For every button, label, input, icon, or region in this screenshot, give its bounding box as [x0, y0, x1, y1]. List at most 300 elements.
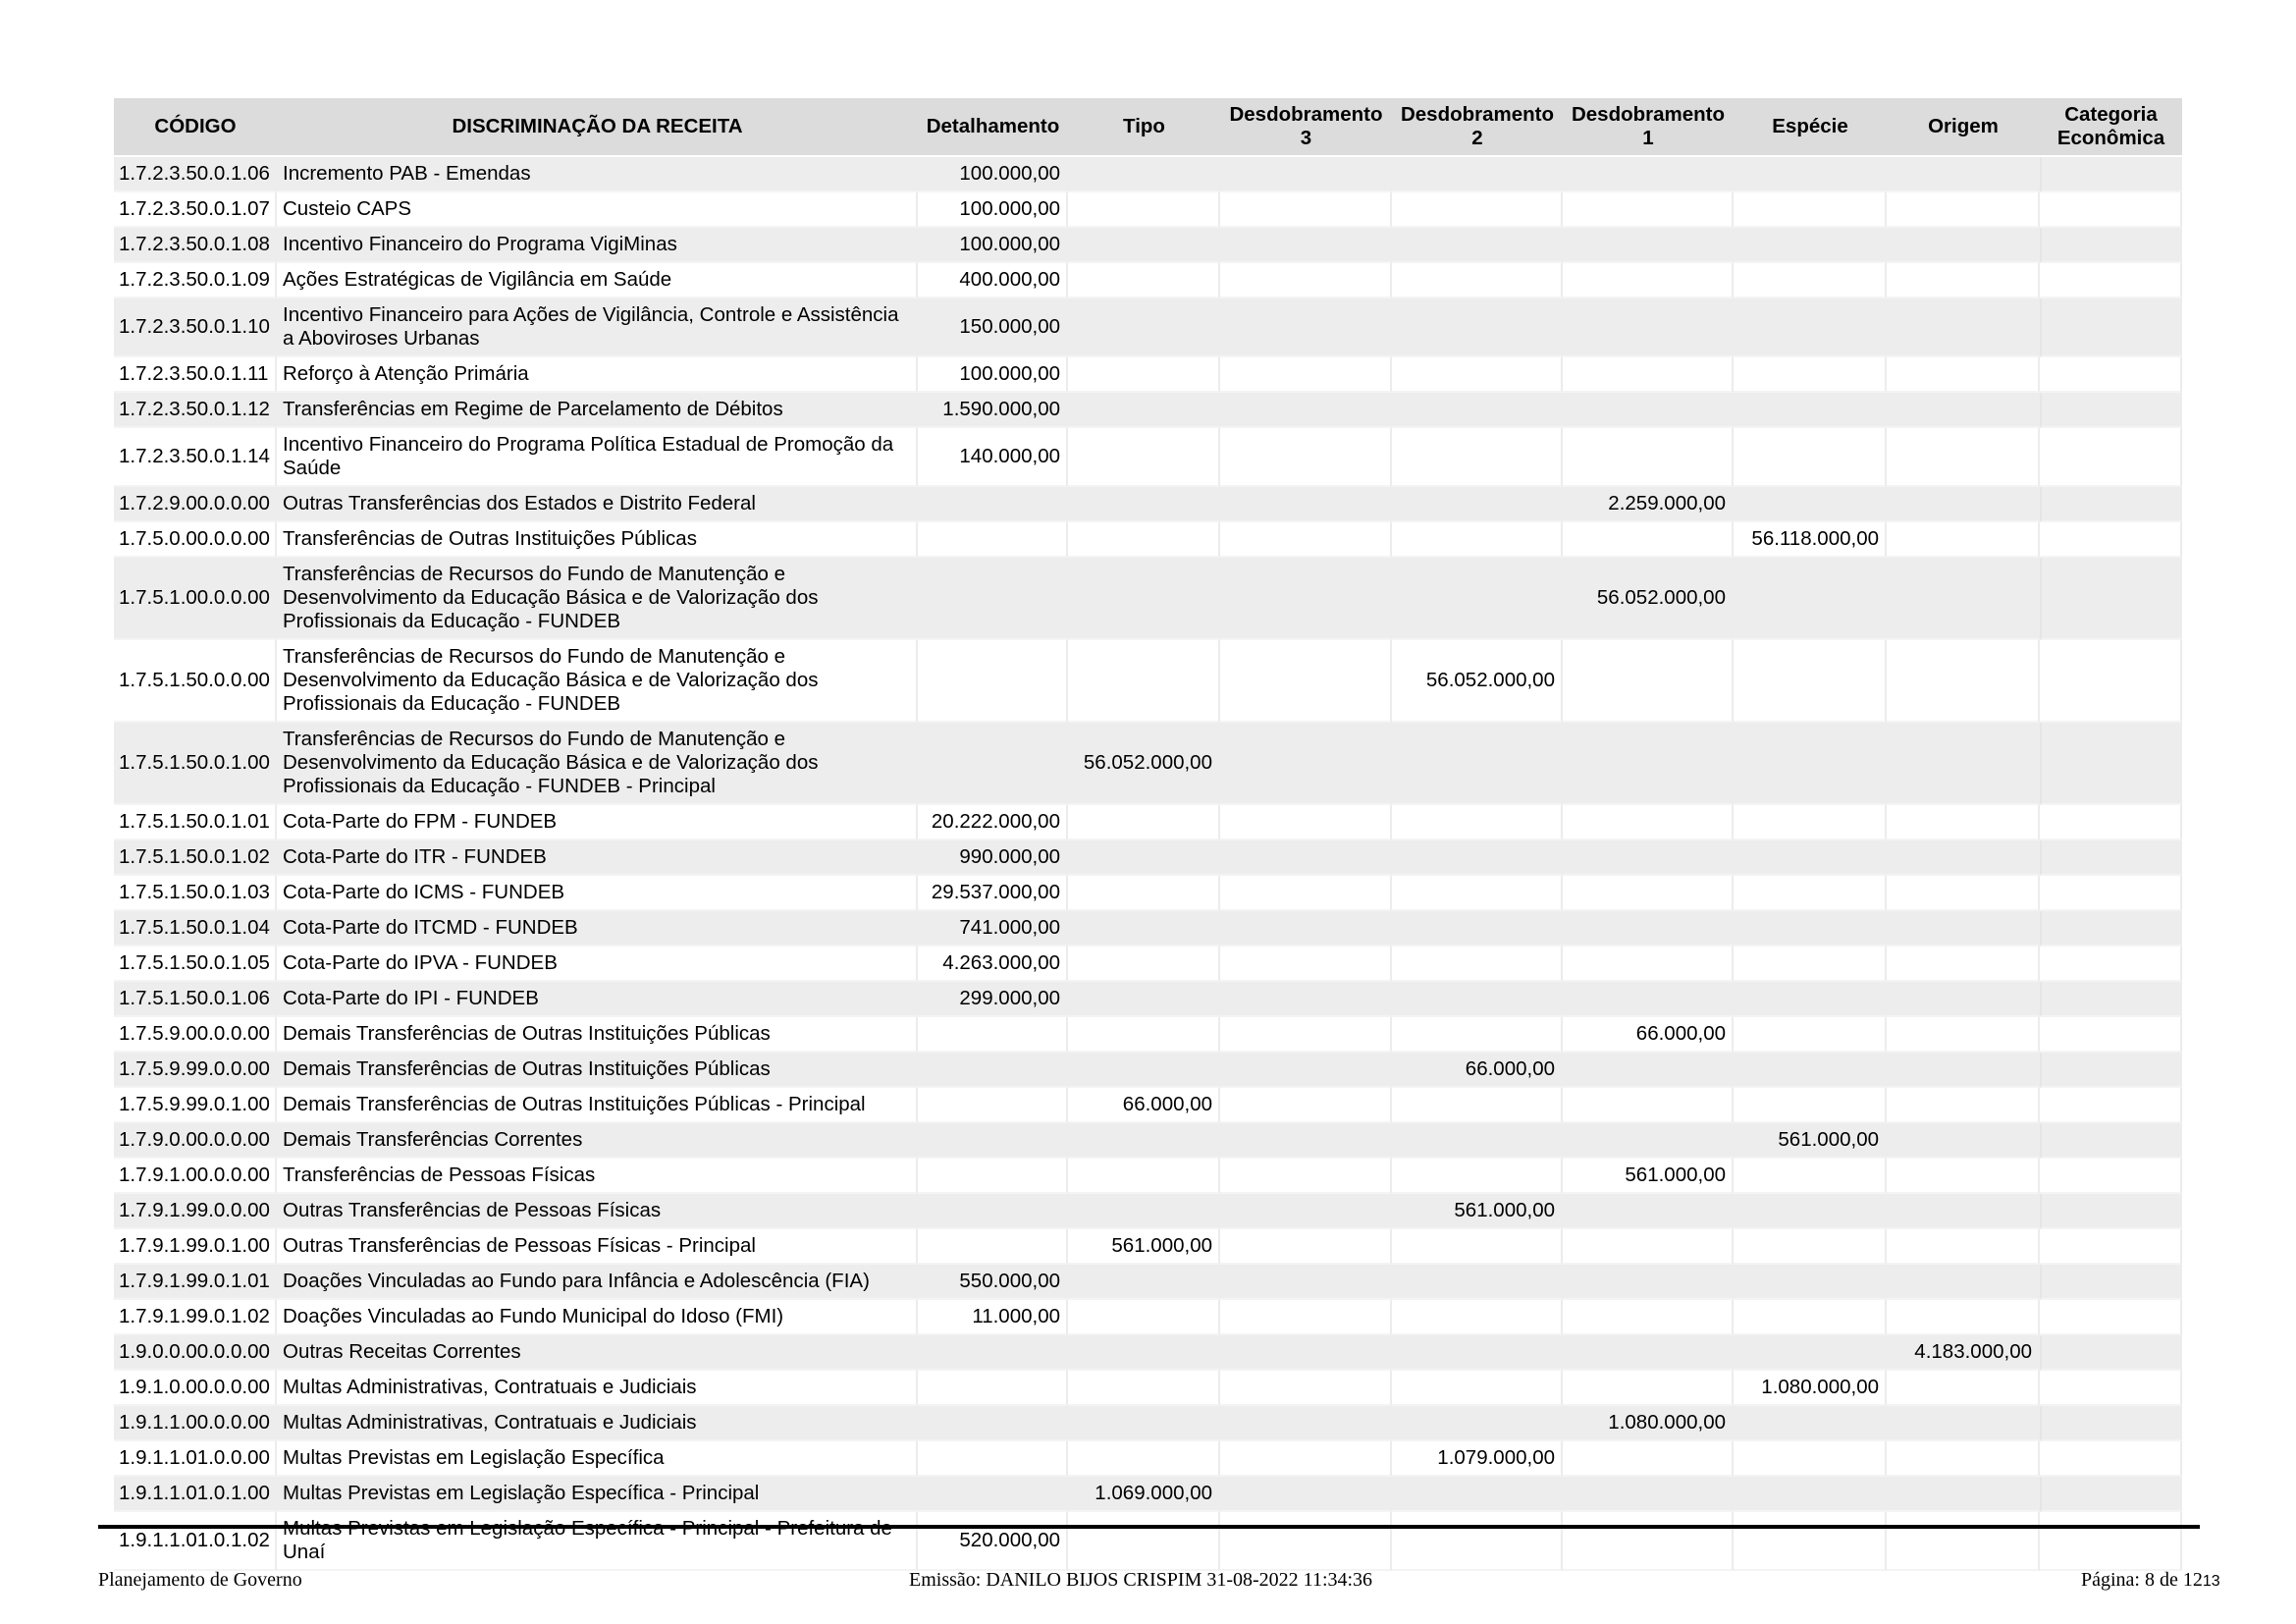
cell-origem: [1887, 876, 2040, 911]
cell-especie: [1734, 487, 1887, 522]
cell-discriminacao: Cota-Parte do ICMS - FUNDEB: [277, 876, 918, 911]
cell-especie: [1734, 1194, 1887, 1229]
cell-desdobramento-3: [1220, 1159, 1392, 1194]
cell-discriminacao: Doações Vinculadas ao Fundo para Infância e Adolescência (FIA): [277, 1265, 918, 1300]
table-row: [114, 1371, 2182, 1406]
cell-desdobramento-2: [1392, 947, 1563, 982]
table-row: [114, 558, 2182, 640]
cell-desdobramento-2: [1392, 192, 1563, 228]
cell-desdobramento-1: [1563, 157, 1734, 192]
cell-detalhamento: 741.000,00: [918, 911, 1068, 947]
cell-especie: [1734, 393, 1887, 428]
cell-tipo: [1068, 1512, 1220, 1571]
cell-codigo: 1.7.5.9.00.0.0.00: [114, 1017, 277, 1053]
cell-codigo: 1.7.2.3.50.0.1.09: [114, 263, 277, 298]
cell-codigo: 1.9.0.0.00.0.0.00: [114, 1335, 277, 1371]
cell-codigo: 1.7.2.9.00.0.0.00: [114, 487, 277, 522]
cell-detalhamento: 400.000,00: [918, 263, 1068, 298]
cell-origem: [1887, 1088, 2040, 1123]
cell-detalhamento: 520.000,00: [918, 1512, 1068, 1571]
cell-especie: [1734, 1406, 1887, 1441]
cell-especie: [1734, 1017, 1887, 1053]
cell-origem: [1887, 357, 2040, 393]
cell-origem: [1887, 522, 2040, 558]
table-row: [114, 723, 2182, 805]
cell-desdobramento-1: 56.052.000,00: [1563, 558, 1734, 640]
cell-discriminacao: Outras Transferências de Pessoas Físicas - Principal: [277, 1229, 918, 1265]
cell-codigo: 1.7.5.1.50.0.1.01: [114, 805, 277, 840]
cell-tipo: [1068, 487, 1220, 522]
cell-desdobramento-1: [1563, 723, 1734, 805]
table-row: [114, 393, 2182, 428]
cell-detalhamento: [918, 723, 1068, 805]
cell-desdobramento-1: [1563, 1300, 1734, 1335]
table-row: [114, 805, 2182, 840]
cell-desdobramento-2: [1392, 1159, 1563, 1194]
cell-tipo: [1068, 558, 1220, 640]
cell-discriminacao: Demais Transferências de Outras Instituições Públicas: [277, 1053, 918, 1088]
table-row: [114, 1335, 2182, 1371]
table-row: [114, 1406, 2182, 1441]
cell-especie: [1734, 947, 1887, 982]
footer-department: Planejamento de Governo: [98, 1569, 302, 1591]
cell-tipo: [1068, 228, 1220, 263]
header-desdobramento-1-line2: 1: [1642, 127, 1654, 149]
cell-categoria-economica: [2040, 298, 2182, 357]
header-origem-label: Origem: [1928, 115, 1999, 137]
cell-discriminacao: Outras Transferências dos Estados e Distrito Federal: [277, 487, 918, 522]
cell-desdobramento-3: [1220, 1017, 1392, 1053]
cell-discriminacao: Unaí: [277, 1512, 918, 1571]
cell-discriminacao: Outras Transferências de Pessoas Físicas: [277, 1194, 918, 1229]
table-row: [114, 1194, 2182, 1229]
cell-tipo: [1068, 840, 1220, 876]
cell-desdobramento-3: [1220, 558, 1392, 640]
cell-categoria-economica: [2040, 1194, 2182, 1229]
cell-desdobramento-2: [1392, 876, 1563, 911]
cell-desdobramento-2: [1392, 1300, 1563, 1335]
cell-categoria-economica: [2040, 911, 2182, 947]
cell-categoria-economica: [2040, 1512, 2182, 1571]
table-row: [114, 298, 2182, 357]
cell-categoria-economica: [2040, 840, 2182, 876]
cell-detalhamento: [918, 1335, 1068, 1371]
table-row: [114, 1229, 2182, 1265]
cell-codigo: 1.9.1.1.01.0.1.00: [114, 1477, 277, 1512]
header-desdobramento-2-line1: Desdobramento: [1400, 103, 1555, 126]
cell-categoria-economica: [2040, 1229, 2182, 1265]
cell-desdobramento-2: [1392, 1265, 1563, 1300]
cell-categoria-economica: [2040, 1406, 2182, 1441]
footer-emission: Emissão: DANILO BIJOS CRISPIM 31-08-2022 11:34:36: [909, 1569, 1373, 1591]
cell-discriminacao: Transferências de Pessoas Físicas: [277, 1159, 918, 1194]
cell-origem: [1887, 1229, 2040, 1265]
cell-detalhamento: 100.000,00: [918, 157, 1068, 192]
cell-desdobramento-3: [1220, 1194, 1392, 1229]
cell-categoria-economica: [2040, 723, 2182, 805]
cell-desdobramento-1: [1563, 1123, 1734, 1159]
cell-discriminacao: Transferências em Regime de Parcelamento de Débitos: [277, 393, 918, 428]
cell-categoria-economica: [2040, 192, 2182, 228]
cell-desdobramento-1: [1563, 1441, 1734, 1477]
cell-detalhamento: 100.000,00: [918, 228, 1068, 263]
cell-especie: 1.080.000,00: [1734, 1371, 1887, 1406]
table-row: [114, 1088, 2182, 1123]
cell-desdobramento-2: [1392, 228, 1563, 263]
cell-categoria-economica: [2040, 1300, 2182, 1335]
cell-detalhamento: [918, 1406, 1068, 1441]
table-row: [114, 1123, 2182, 1159]
cell-tipo: [1068, 1159, 1220, 1194]
header-categoria-line2: Econômica: [2056, 127, 2165, 149]
cell-desdobramento-3: [1220, 1335, 1392, 1371]
cell-categoria-economica: [2040, 1441, 2182, 1477]
cell-desdobramento-3: [1220, 723, 1392, 805]
cell-detalhamento: 299.000,00: [918, 982, 1068, 1017]
cell-codigo: 1.7.5.1.00.0.0.00: [114, 558, 277, 640]
header-tipo: [1068, 98, 1220, 157]
cell-especie: 56.118.000,00: [1734, 522, 1887, 558]
footer-page-number: [2081, 1569, 2220, 1592]
cell-tipo: [1068, 393, 1220, 428]
cell-discriminacao: Cota-Parte do IPVA - FUNDEB: [277, 947, 918, 982]
cell-detalhamento: 140.000,00: [918, 428, 1068, 487]
cell-especie: [1734, 640, 1887, 723]
footer-page-label: Página: 8 de 12: [2081, 1569, 2203, 1591]
cell-especie: [1734, 1159, 1887, 1194]
cell-tipo: [1068, 640, 1220, 723]
cell-codigo: 1.9.1.1.00.0.0.00: [114, 1406, 277, 1441]
cell-detalhamento: 1.590.000,00: [918, 393, 1068, 428]
cell-detalhamento: [918, 1053, 1068, 1088]
cell-origem: [1887, 263, 2040, 298]
cell-detalhamento: 29.537.000,00: [918, 876, 1068, 911]
table-row: [114, 911, 2182, 947]
cell-categoria-economica: [2040, 393, 2182, 428]
cell-tipo: [1068, 982, 1220, 1017]
cell-desdobramento-2: 1.079.000,00: [1392, 1441, 1563, 1477]
cell-desdobramento-1: [1563, 1265, 1734, 1300]
cell-discriminacao: Cota-Parte do IPI - FUNDEB: [277, 982, 918, 1017]
cell-desdobramento-1: [1563, 228, 1734, 263]
cell-codigo: 1.7.5.9.99.0.0.00: [114, 1053, 277, 1088]
cell-desdobramento-1: [1563, 522, 1734, 558]
cell-categoria-economica: [2040, 1335, 2182, 1371]
cell-tipo: [1068, 911, 1220, 947]
cell-codigo: 1.7.2.3.50.0.1.10: [114, 298, 277, 357]
cell-detalhamento: 4.263.000,00: [918, 947, 1068, 982]
cell-discriminacao: Transferências de Recursos do Fundo de Manutenção e Desenvolvimento da Educação Básica e de Valorização dos Profissionais da Educação - FUNDEB - Principal: [277, 723, 918, 805]
cell-desdobramento-3: [1220, 298, 1392, 357]
cell-codigo: 1.7.2.3.50.0.1.07: [114, 192, 277, 228]
cell-especie: [1734, 1441, 1887, 1477]
cell-origem: [1887, 228, 2040, 263]
header-discriminacao: [277, 98, 918, 157]
cell-codigo: 1.7.2.3.50.0.1.08: [114, 228, 277, 263]
cell-tipo: [1068, 1406, 1220, 1441]
cell-origem: [1887, 947, 2040, 982]
cell-origem: [1887, 640, 2040, 723]
cell-desdobramento-1: [1563, 263, 1734, 298]
cell-desdobramento-1: [1563, 805, 1734, 840]
cell-especie: [1734, 1229, 1887, 1265]
header-desdobramento-3: [1220, 98, 1392, 157]
header-desdobramento-1-line1: Desdobramento: [1571, 103, 1726, 126]
cell-desdobramento-3: [1220, 428, 1392, 487]
cell-desdobramento-2: [1392, 805, 1563, 840]
cell-desdobramento-2: [1392, 1229, 1563, 1265]
table-row: [114, 640, 2182, 723]
cell-especie: [1734, 1053, 1887, 1088]
header-desdobramento-3-line1: Desdobramento: [1229, 103, 1383, 126]
footer-page-extra: 13: [2202, 1573, 2220, 1590]
cell-discriminacao: Multas Previstas em Legislação Específica: [277, 1441, 918, 1477]
table-row: [114, 263, 2182, 298]
cell-tipo: [1068, 1300, 1220, 1335]
cell-especie: [1734, 723, 1887, 805]
cell-codigo: 1.7.5.1.50.0.0.00: [114, 640, 277, 723]
cell-codigo: 1.7.9.0.00.0.0.00: [114, 1123, 277, 1159]
cell-discriminacao: Transferências de Recursos do Fundo de Manutenção e Desenvolvimento da Educação Básica e de Valorização dos Profissionais da Educação - FUNDEB: [277, 640, 918, 723]
cell-especie: [1734, 428, 1887, 487]
header-desdobramento-1: [1563, 98, 1734, 157]
cell-desdobramento-1: [1563, 1371, 1734, 1406]
cell-desdobramento-3: [1220, 357, 1392, 393]
cell-codigo: 1.7.9.1.99.0.1.00: [114, 1229, 277, 1265]
cell-desdobramento-2: [1392, 1512, 1563, 1571]
cell-desdobramento-2: [1392, 157, 1563, 192]
cell-categoria-economica: [2040, 1477, 2182, 1512]
table-row: [114, 982, 2182, 1017]
cell-desdobramento-2: [1392, 911, 1563, 947]
cell-tipo: 561.000,00: [1068, 1229, 1220, 1265]
cell-desdobramento-1: [1563, 298, 1734, 357]
cell-tipo: [1068, 357, 1220, 393]
cell-desdobramento-3: [1220, 1406, 1392, 1441]
cell-detalhamento: 990.000,00: [918, 840, 1068, 876]
cell-desdobramento-2: [1392, 1477, 1563, 1512]
cell-desdobramento-1: [1563, 840, 1734, 876]
table-row: [114, 428, 2182, 487]
cell-desdobramento-3: [1220, 911, 1392, 947]
cell-desdobramento-3: [1220, 805, 1392, 840]
cell-desdobramento-3: [1220, 228, 1392, 263]
header-desdobramento-2-line2: 2: [1471, 127, 1483, 149]
cell-origem: [1887, 1265, 2040, 1300]
cell-desdobramento-2: [1392, 357, 1563, 393]
cell-desdobramento-1: [1563, 1088, 1734, 1123]
cell-desdobramento-3: [1220, 1265, 1392, 1300]
cell-especie: [1734, 982, 1887, 1017]
cell-desdobramento-2: [1392, 1371, 1563, 1406]
cell-categoria-economica: [2040, 1017, 2182, 1053]
cell-detalhamento: 550.000,00: [918, 1265, 1068, 1300]
table-row: [114, 228, 2182, 263]
cell-detalhamento: [918, 1477, 1068, 1512]
cell-discriminacao: Demais Transferências Correntes: [277, 1123, 918, 1159]
cell-detalhamento: [918, 1017, 1068, 1053]
cell-desdobramento-1: 1.080.000,00: [1563, 1406, 1734, 1441]
cell-discriminacao: Cota-Parte do ITR - FUNDEB: [277, 840, 918, 876]
cell-especie: [1734, 1088, 1887, 1123]
header-tipo-label: Tipo: [1123, 115, 1165, 137]
cell-desdobramento-3: [1220, 1088, 1392, 1123]
cell-categoria-economica: [2040, 1053, 2182, 1088]
cell-tipo: [1068, 1053, 1220, 1088]
cell-desdobramento-3: [1220, 1053, 1392, 1088]
table-row: [114, 1053, 2182, 1088]
cell-categoria-economica: [2040, 1265, 2182, 1300]
cell-desdobramento-3: [1220, 393, 1392, 428]
cell-origem: [1887, 805, 2040, 840]
cell-origem: [1887, 1512, 2040, 1571]
cell-especie: [1734, 911, 1887, 947]
cell-tipo: [1068, 805, 1220, 840]
cell-discriminacao: Ações Estratégicas de Vigilância em Saúde: [277, 263, 918, 298]
cell-detalhamento: 11.000,00: [918, 1300, 1068, 1335]
cell-desdobramento-1: [1563, 947, 1734, 982]
cell-detalhamento: [918, 1159, 1068, 1194]
table-row: [114, 192, 2182, 228]
cell-desdobramento-2: [1392, 263, 1563, 298]
cell-detalhamento: 20.222.000,00: [918, 805, 1068, 840]
cell-desdobramento-1: [1563, 393, 1734, 428]
cell-desdobramento-2: [1392, 840, 1563, 876]
cell-discriminacao: Outras Receitas Correntes: [277, 1335, 918, 1371]
table-row: [114, 1017, 2182, 1053]
cell-especie: [1734, 840, 1887, 876]
cell-codigo: 1.7.2.3.50.0.1.06: [114, 157, 277, 192]
cell-desdobramento-2: [1392, 393, 1563, 428]
cell-desdobramento-1: [1563, 1477, 1734, 1512]
cell-origem: [1887, 1194, 2040, 1229]
cell-especie: [1734, 157, 1887, 192]
cell-desdobramento-3: [1220, 192, 1392, 228]
cell-categoria-economica: [2040, 522, 2182, 558]
cell-codigo: 1.9.1.0.00.0.0.00: [114, 1371, 277, 1406]
cell-tipo: [1068, 1194, 1220, 1229]
cell-especie: [1734, 805, 1887, 840]
header-codigo: [114, 98, 277, 157]
cell-desdobramento-3: [1220, 1123, 1392, 1159]
table-body: [114, 157, 2182, 1571]
cell-desdobramento-3: [1220, 1371, 1392, 1406]
cell-detalhamento: [918, 487, 1068, 522]
cell-codigo: 1.7.2.3.50.0.1.11: [114, 357, 277, 393]
cell-desdobramento-2: [1392, 982, 1563, 1017]
cell-origem: [1887, 723, 2040, 805]
cell-codigo: 1.7.5.1.50.0.1.03: [114, 876, 277, 911]
cell-desdobramento-3: [1220, 263, 1392, 298]
cell-desdobramento-3: [1220, 982, 1392, 1017]
cell-origem: [1887, 982, 2040, 1017]
header-especie: [1734, 98, 1887, 157]
cell-desdobramento-1: [1563, 1194, 1734, 1229]
cell-tipo: [1068, 1123, 1220, 1159]
cell-origem: [1887, 1017, 2040, 1053]
cell-desdobramento-2: [1392, 558, 1563, 640]
cell-desdobramento-3: [1220, 1229, 1392, 1265]
cell-tipo: [1068, 1371, 1220, 1406]
cell-categoria-economica: [2040, 228, 2182, 263]
cell-detalhamento: [918, 1194, 1068, 1229]
cell-tipo: [1068, 298, 1220, 357]
cell-tipo: 56.052.000,00: [1068, 723, 1220, 805]
cell-tipo: 66.000,00: [1068, 1088, 1220, 1123]
table-header-row: [114, 98, 2182, 157]
cell-origem: [1887, 1053, 2040, 1088]
cell-tipo: [1068, 1441, 1220, 1477]
cell-categoria-economica: [2040, 357, 2182, 393]
cell-desdobramento-2: [1392, 522, 1563, 558]
cell-categoria-economica: [2040, 157, 2182, 192]
cell-detalhamento: [918, 1371, 1068, 1406]
cell-desdobramento-1: [1563, 1512, 1734, 1571]
cell-discriminacao: Custeio CAPS: [277, 192, 918, 228]
cell-especie: [1734, 228, 1887, 263]
cell-detalhamento: [918, 1088, 1068, 1123]
cell-desdobramento-1: [1563, 911, 1734, 947]
cell-desdobramento-2: [1392, 298, 1563, 357]
cell-desdobramento-1: [1563, 1335, 1734, 1371]
cell-codigo: 1.7.5.1.50.0.1.05: [114, 947, 277, 982]
cell-codigo: 1.7.5.0.00.0.0.00: [114, 522, 277, 558]
cell-especie: [1734, 263, 1887, 298]
cell-desdobramento-3: [1220, 1512, 1392, 1571]
cell-desdobramento-3: [1220, 487, 1392, 522]
header-especie-label: Espécie: [1772, 115, 1848, 137]
cell-desdobramento-2: [1392, 1335, 1563, 1371]
cell-discriminacao: Transferências de Recursos do Fundo de Manutenção e Desenvolvimento da Educação Básica e de Valorização dos Profissionais da Educação - FUNDEB: [277, 558, 918, 640]
cell-discriminacao: Cota-Parte do FPM - FUNDEB: [277, 805, 918, 840]
cell-codigo: 1.7.5.9.99.0.1.00: [114, 1088, 277, 1123]
cell-desdobramento-2: [1392, 1123, 1563, 1159]
cell-desdobramento-2: [1392, 487, 1563, 522]
cell-tipo: [1068, 1335, 1220, 1371]
header-codigo-label: CÓDIGO: [154, 115, 237, 137]
cell-categoria-economica: [2040, 876, 2182, 911]
cell-desdobramento-3: [1220, 947, 1392, 982]
cell-origem: 4.183.000,00: [1887, 1335, 2040, 1371]
cell-origem: [1887, 1406, 2040, 1441]
cell-desdobramento-3: [1220, 640, 1392, 723]
cell-categoria-economica: [2040, 1159, 2182, 1194]
cell-origem: [1887, 298, 2040, 357]
table-row: [114, 1477, 2182, 1512]
cell-desdobramento-3: [1220, 522, 1392, 558]
cell-categoria-economica: [2040, 1123, 2182, 1159]
cell-codigo: 1.9.1.1.01.0.1.02: [114, 1512, 277, 1571]
table-row: [114, 1512, 2182, 1571]
cell-tipo: [1068, 947, 1220, 982]
cell-desdobramento-3: [1220, 1300, 1392, 1335]
cell-codigo: 1.7.2.3.50.0.1.14: [114, 428, 277, 487]
cell-detalhamento: [918, 1123, 1068, 1159]
cell-desdobramento-2: 56.052.000,00: [1392, 640, 1563, 723]
cell-especie: [1734, 876, 1887, 911]
cell-origem: [1887, 840, 2040, 876]
cell-desdobramento-1: 66.000,00: [1563, 1017, 1734, 1053]
cell-especie: [1734, 1300, 1887, 1335]
cell-detalhamento: [918, 558, 1068, 640]
cell-desdobramento-1: 2.259.000,00: [1563, 487, 1734, 522]
cell-origem: [1887, 558, 2040, 640]
cell-desdobramento-1: [1563, 1053, 1734, 1088]
cell-tipo: [1068, 1017, 1220, 1053]
cell-desdobramento-1: 561.000,00: [1563, 1159, 1734, 1194]
cell-categoria-economica: [2040, 805, 2182, 840]
cell-discriminacao: Incentivo Financeiro do Programa VigiMinas: [277, 228, 918, 263]
